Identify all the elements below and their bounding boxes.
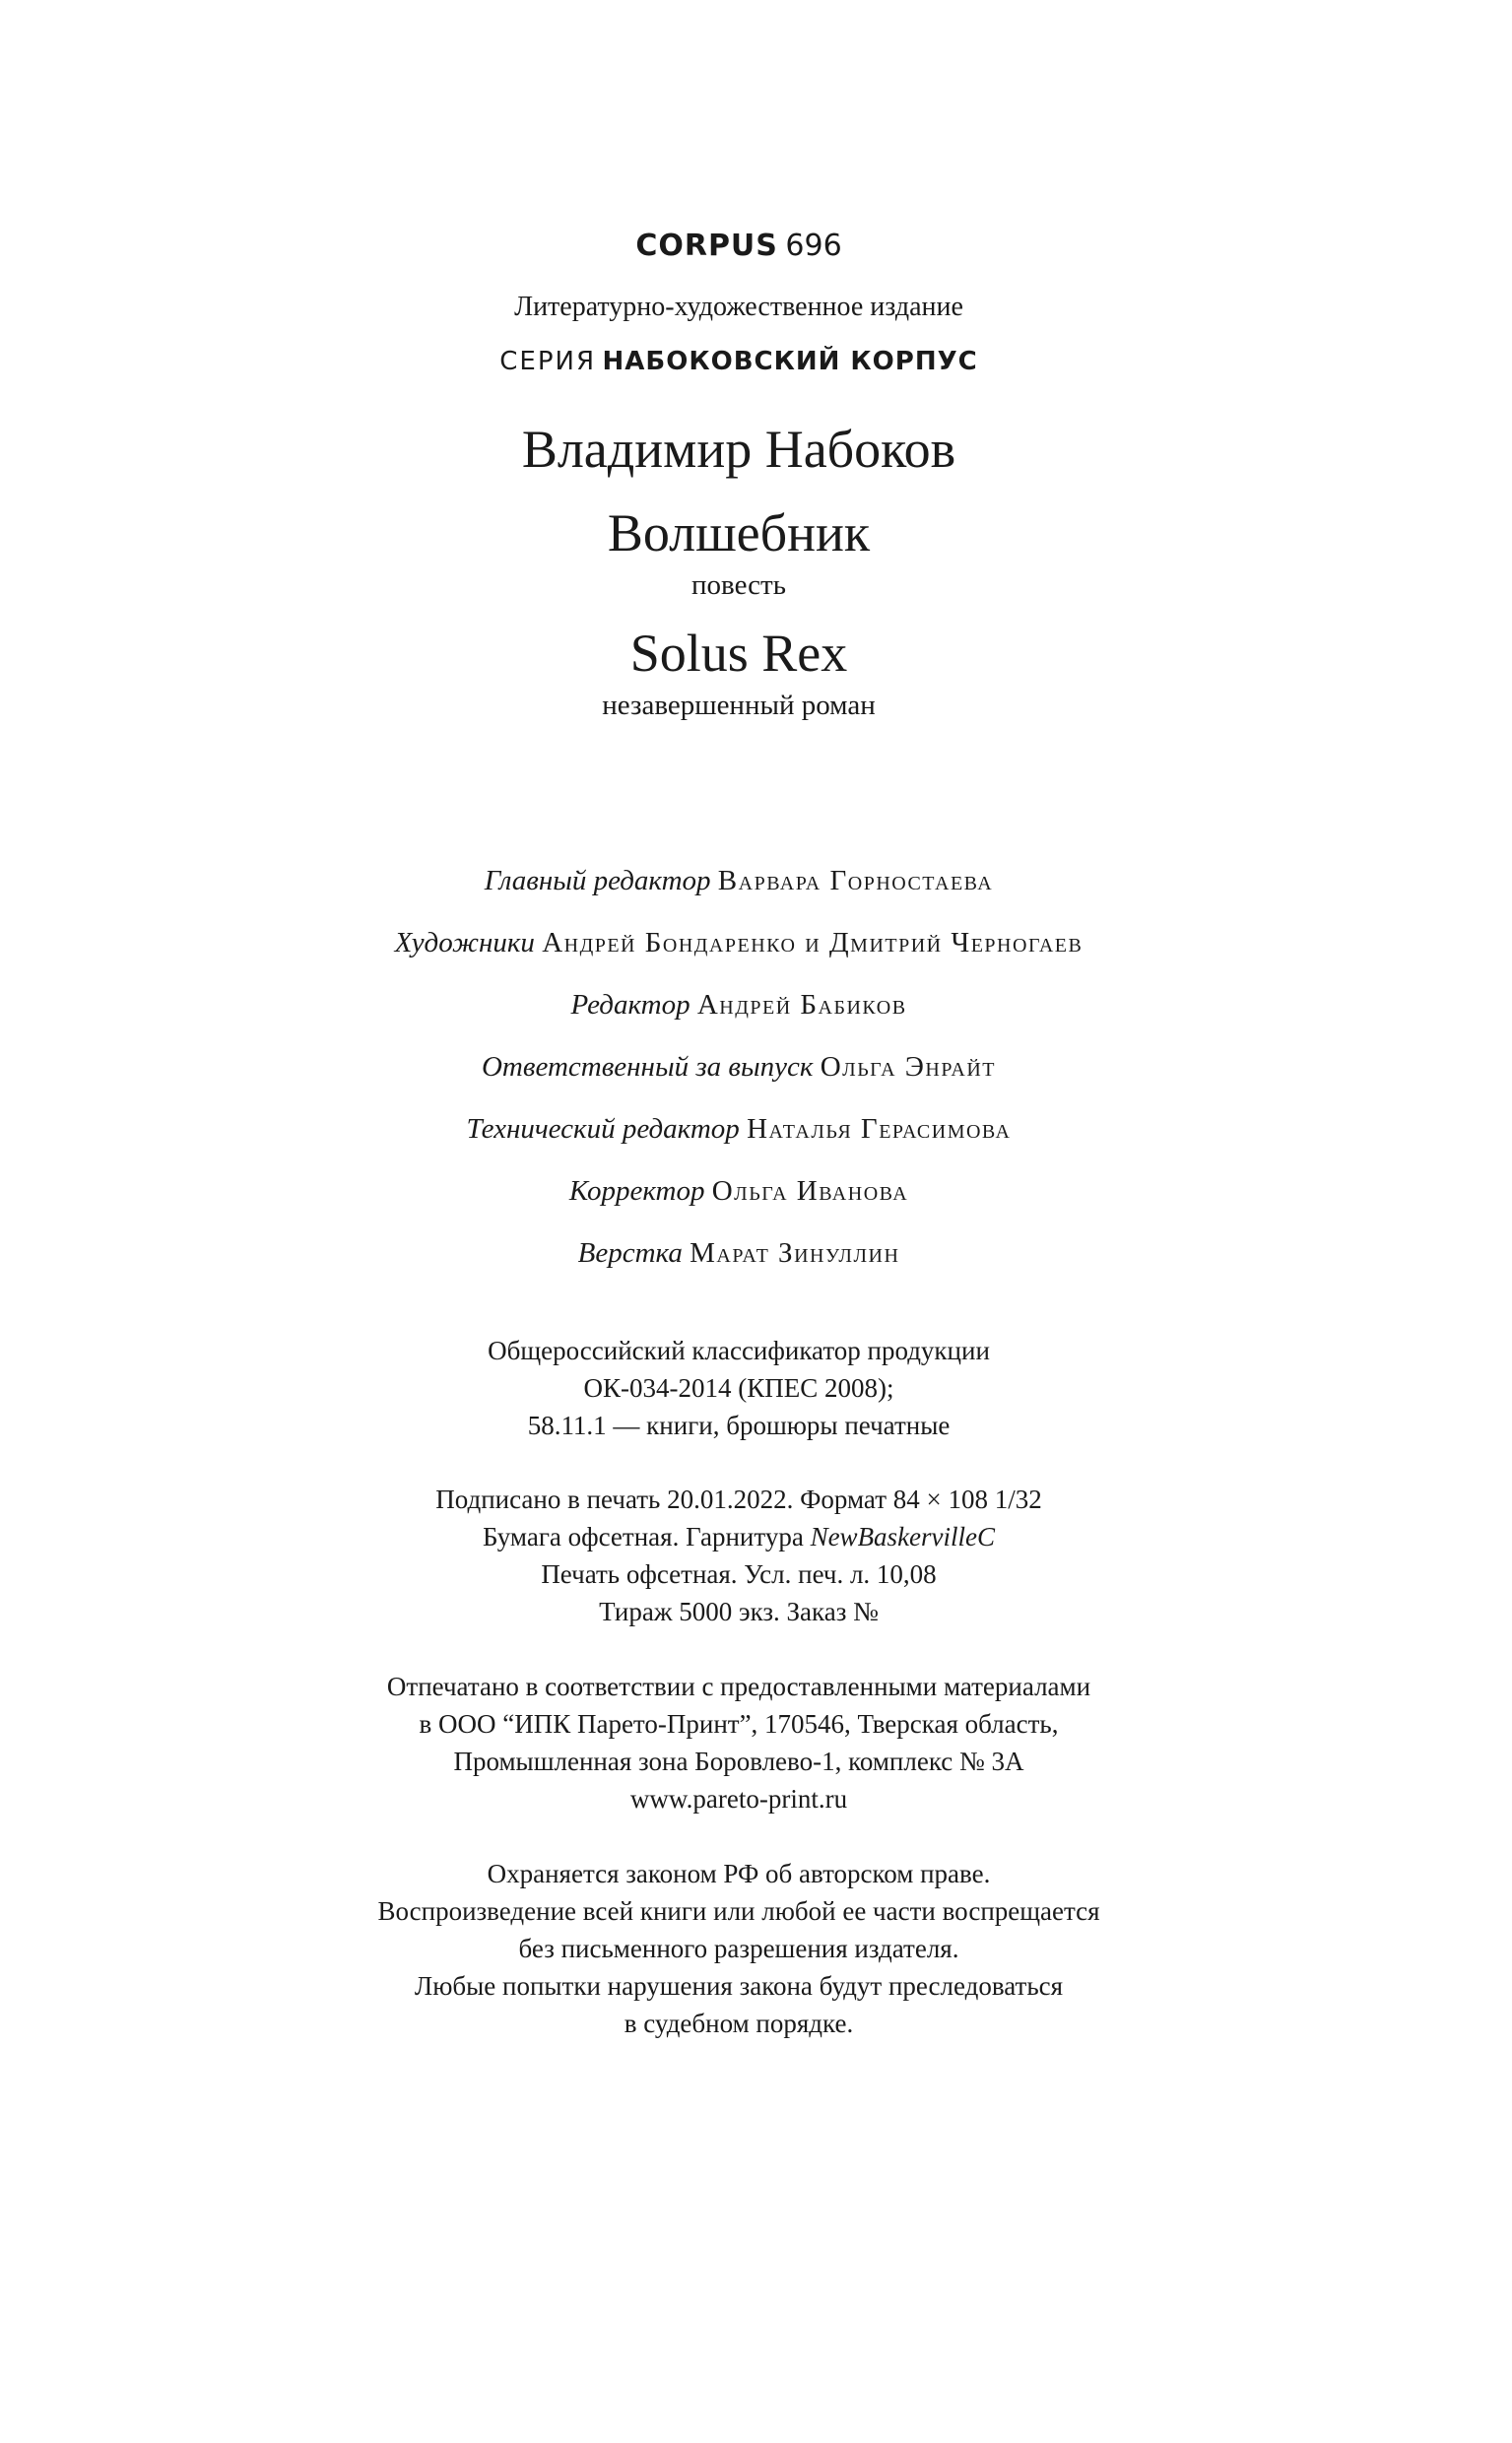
printer-line: в ООО “ИПК Парето-Принт”, 170546, Тверская область,: [419, 1709, 1059, 1739]
credit-line: [0, 989, 1478, 1022]
credit-name: Варвара Горностаева: [717, 865, 994, 896]
credit-role: Главный редактор: [484, 865, 711, 896]
credit-name: Ольга Энрайт: [820, 1051, 997, 1083]
credit-role: Художники: [394, 927, 535, 958]
series-line: [0, 347, 1478, 376]
imprint-name: CORPUS: [635, 229, 778, 263]
copyright-line: без письменного разрешения издателя.: [518, 1934, 959, 1963]
book-subtitle-1: повесть: [691, 569, 786, 601]
credit-name: Ольга Иванова: [711, 1175, 909, 1207]
credit-line: [0, 865, 1478, 897]
print-info-line: Печать офсетная. Усл. печ. л. 10,08: [541, 1559, 937, 1589]
classifier-line: ОК-034-2014 (КПЕС 2008);: [583, 1373, 894, 1403]
credit-line: [0, 927, 1478, 959]
credit-line: [0, 1051, 1478, 1084]
copyright-line: Любые попытки нарушения закона будут преследоваться: [414, 1971, 1064, 2001]
credit-role: Редактор: [570, 989, 690, 1021]
author-name: Владимир Набоков: [521, 420, 956, 479]
copyright-line: в судебном порядке.: [624, 2009, 854, 2038]
imprint-number: 696: [785, 229, 842, 263]
printer-line: Промышленная зона Боровлево-1, комплекс № 3А: [453, 1747, 1024, 1776]
printer-line: Отпечатано в соответствии с предоставленными материалами: [386, 1672, 1091, 1701]
credit-line: [0, 1237, 1478, 1270]
classifier-line: Общероссийский классификатор продукции: [488, 1336, 990, 1365]
paper-info: Бумага офсетная. Гарнитура: [482, 1522, 811, 1552]
credit-role: Ответственный за выпуск: [481, 1051, 814, 1083]
classifier-line: 58.11.1 — книги, брошюры печатные: [527, 1411, 951, 1440]
copyright-line: Воспроизведение всей книги или любой ее части воспрещается: [377, 1896, 1100, 1926]
print-info-line: [0, 1522, 1478, 1552]
credit-name: Андрей Бондаренко и Дмитрий Черногаев: [542, 927, 1084, 958]
imprint-line: [0, 229, 1478, 263]
credit-role: Технический редактор: [466, 1113, 740, 1145]
copyright-line: Охраняется законом РФ об авторском праве.: [487, 1859, 991, 1888]
print-info-line: Тираж 5000 экз. Заказ №: [599, 1597, 879, 1626]
credit-name: Наталья Герасимова: [747, 1113, 1012, 1145]
series-word: СЕРИЯ: [499, 347, 597, 376]
book-title-2: Solus Rex: [629, 624, 848, 683]
credit-name: Марат Зинуллин: [690, 1237, 900, 1269]
book-title-1: Волшебник: [607, 503, 871, 562]
credit-name: Андрей Бабиков: [696, 989, 907, 1021]
series-name: НАБОКОВСКИЙ КОРПУС: [602, 347, 978, 376]
credit-line: [0, 1113, 1478, 1146]
credit-line: [0, 1175, 1478, 1208]
credit-role: Корректор: [568, 1175, 705, 1207]
printer-website: www.pareto-print.ru: [629, 1784, 848, 1814]
book-subtitle-2: незавершенный роман: [602, 690, 876, 721]
print-info-line: Подписано в печать 20.01.2022. Формат 84 × 108 1/32: [435, 1485, 1042, 1514]
edition-type: Литературно-художественное издание: [514, 292, 963, 322]
typeface-name: NewBaskervilleC: [810, 1522, 996, 1552]
credit-role: Верстка: [577, 1237, 683, 1269]
